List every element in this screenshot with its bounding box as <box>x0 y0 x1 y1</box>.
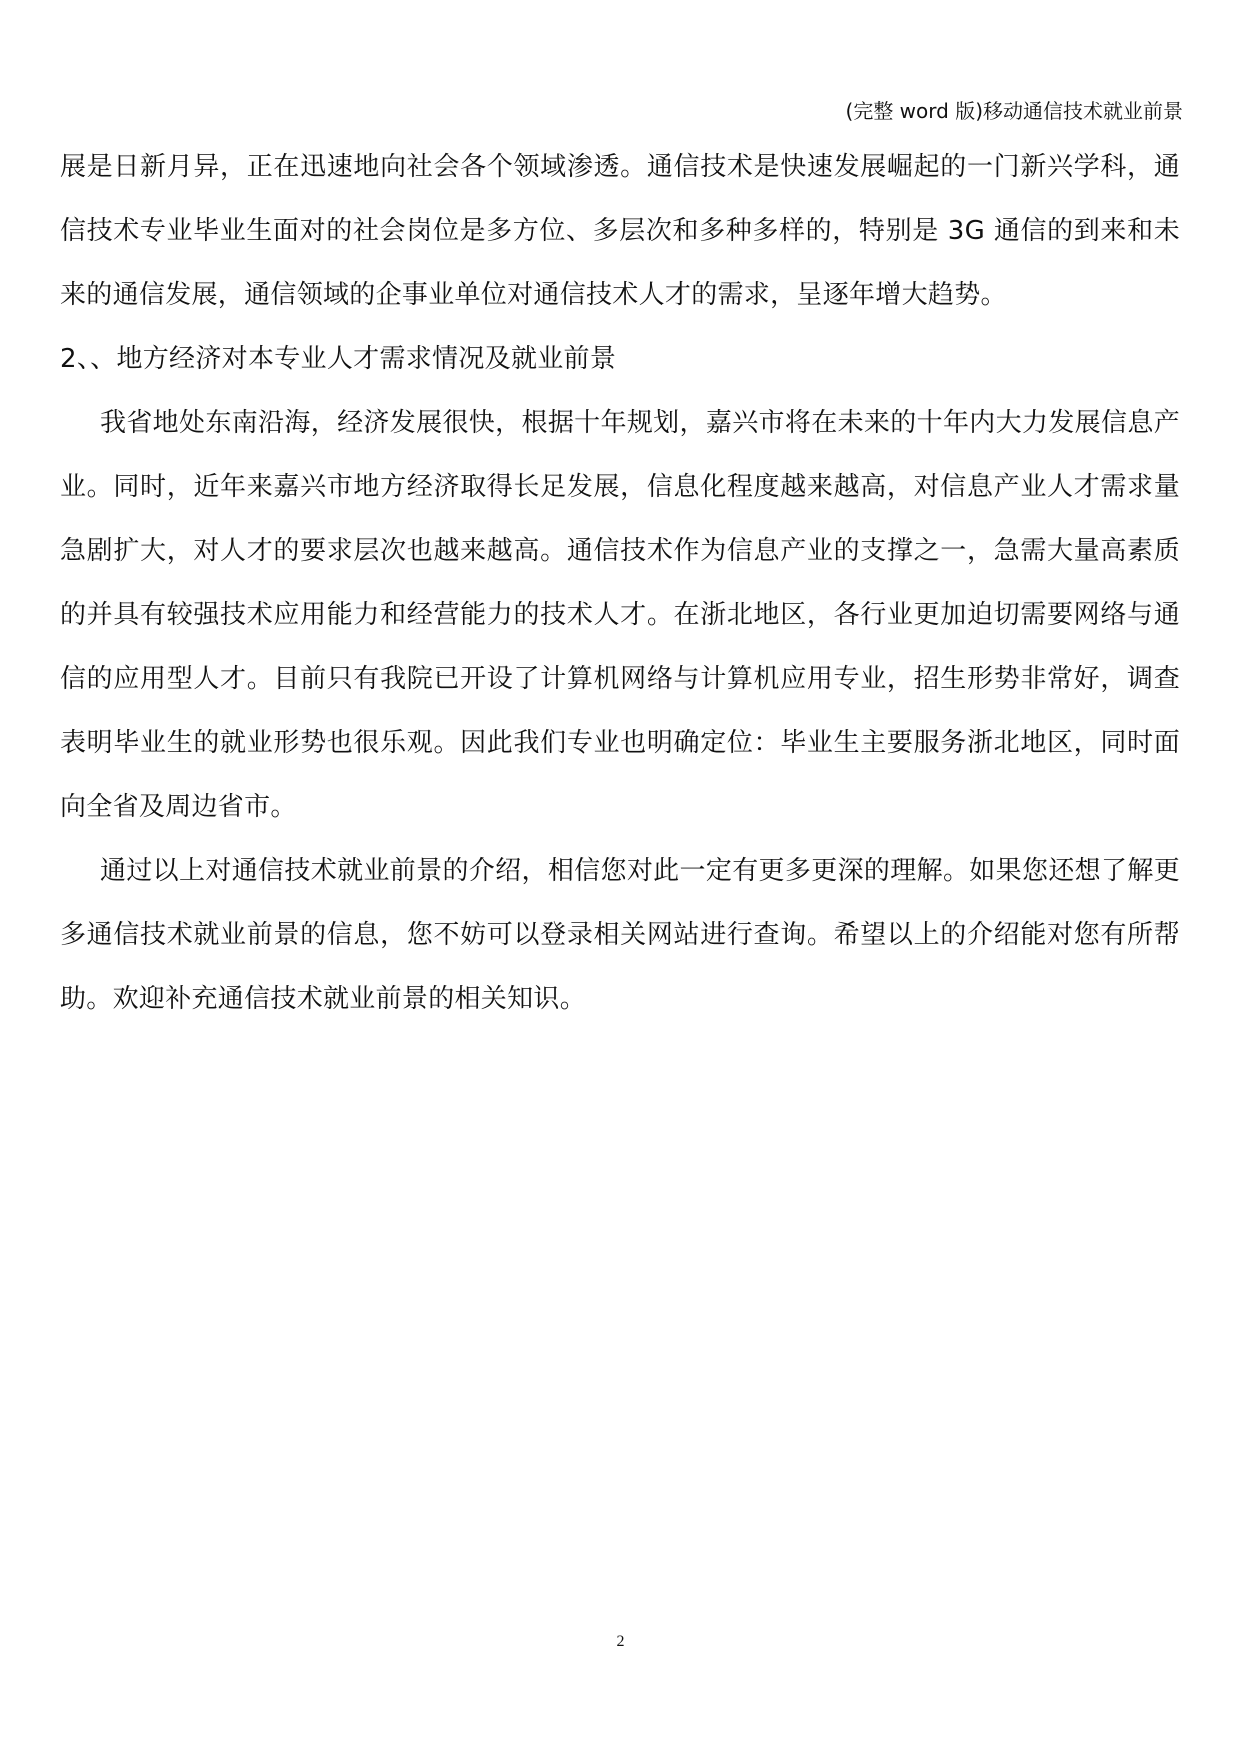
paragraph-conclusion: 通过以上对通信技术就业前景的介绍，相信您对此一定有更多更深的理解。如果您还想了解更多通信技术就业前景的信息，您不妨可以登录相关网站进行查询。希望以上的介绍能对您有所帮助。欢迎补充通信技术就业前景的相关知识。 <box>60 856 1180 1014</box>
paragraph-continuation: 展是日新月异，正在迅速地向社会各个领域渗透。通信技术是快速发展崛起的一门新兴学科，通信技术专业毕业生面对的社会岗位是多方位、多层次和多种多样的，特别是 3G 通信的到来和未来的通信发展，通信领域的企事业单位对通信技术人才的需求，呈逐年增大趋势。 <box>60 152 1180 310</box>
document-body <box>60 135 1180 1031</box>
paragraph-regional-demand: 我省地处东南沿海，经济发展很快，根据十年规划，嘉兴市将在未来的十年内大力发展信息产业。同时，近年来嘉兴市地方经济取得长足发展，信息化程度越来越高，对信息产业人才需求量急剧扩大，对人才的要求层次也越来越高。通信技术作为信息产业的支撑之一，急需大量高素质的并具有较强技术应用能力和经营能力的技术人才。在浙北地区，各行业更加迫切需要网络与通信的应用型人才。目前只有我院已开设了计算机网络与计算机应用专业，招生形势非常好，调查表明毕业生的就业形势也很乐观。因此我们专业也明确定位：毕业生主要服务浙北地区，同时面向全省及周边省市。 <box>60 408 1180 822</box>
page-header-title: (完整 word 版)移动通信技术就业前景 <box>845 99 1183 123</box>
page-number: 2 <box>616 1633 625 1650</box>
section-heading: 2、、地方经济对本专业人才需求情况及就业前景 <box>60 344 617 374</box>
